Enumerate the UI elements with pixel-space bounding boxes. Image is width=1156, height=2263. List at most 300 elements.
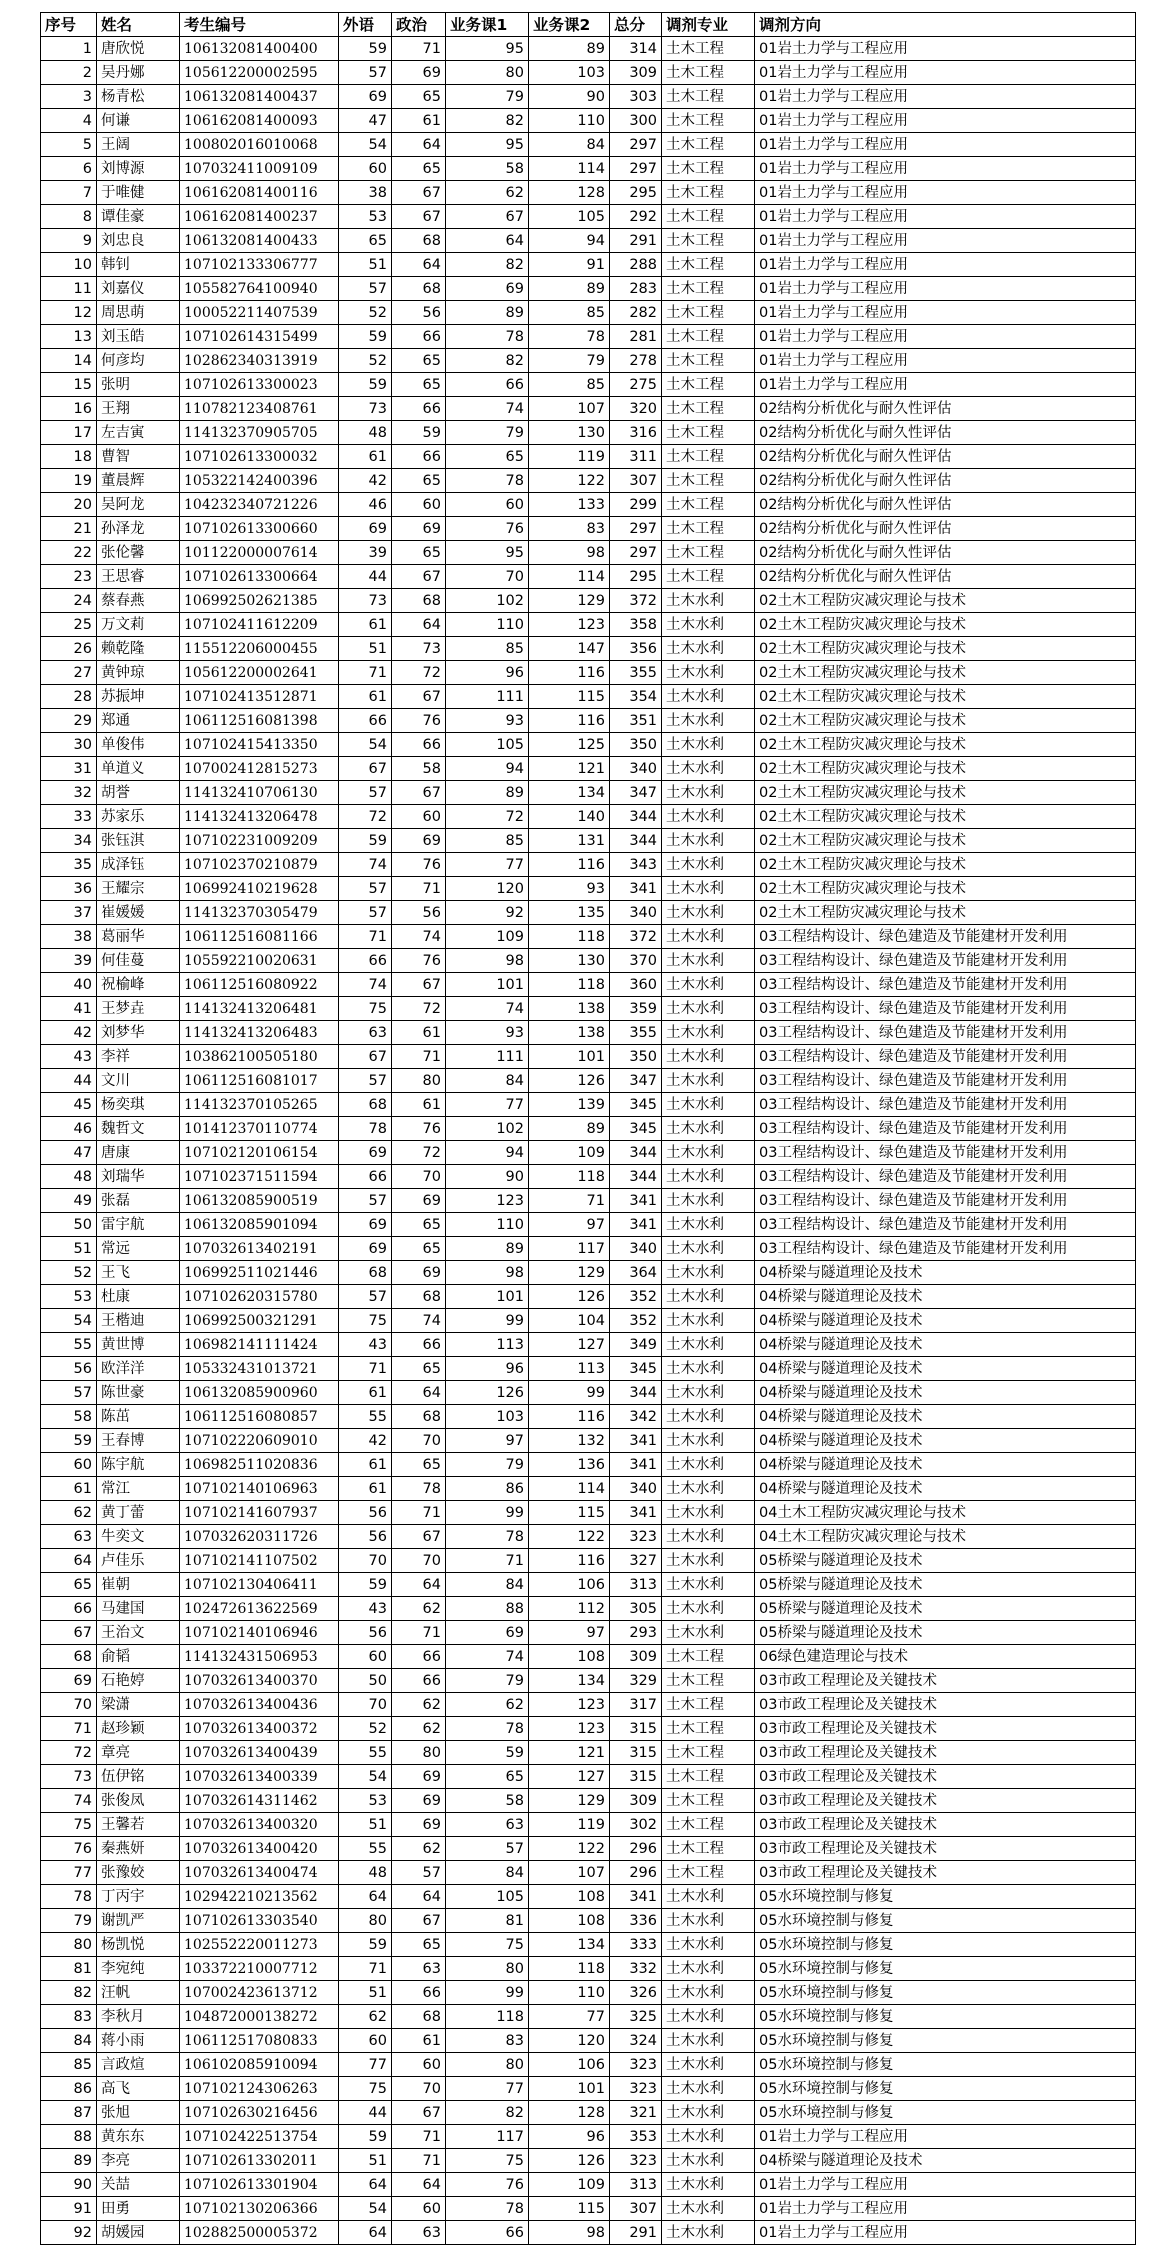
table-row [41, 829, 1136, 853]
row-index: 12 [41, 301, 97, 325]
adjusted-major: 土木水利 [662, 1981, 755, 2005]
course-2-score: 126 [529, 1069, 610, 1093]
table-row [41, 1621, 1136, 1645]
total-score: 313 [610, 1573, 662, 1597]
total-score: 360 [610, 973, 662, 997]
course-2-score: 123 [529, 1693, 610, 1717]
applicant-table [40, 12, 1136, 2245]
course-2-score: 123 [529, 613, 610, 637]
exam-id: 107102613300660 [180, 517, 339, 541]
foreign-language-score: 61 [339, 685, 392, 709]
row-index: 66 [41, 1597, 97, 1621]
total-score: 372 [610, 925, 662, 949]
politics-score: 60 [392, 493, 446, 517]
adjusted-major: 土木水利 [662, 2197, 755, 2221]
politics-score: 66 [392, 1333, 446, 1357]
table-row [41, 421, 1136, 445]
row-index: 71 [41, 1717, 97, 1741]
foreign-language-score: 59 [339, 1933, 392, 1957]
exam-id: 106102085910094 [180, 2053, 339, 2077]
adjusted-major: 土木工程 [662, 325, 755, 349]
exam-id: 106132085900960 [180, 1381, 339, 1405]
course-2-score: 77 [529, 2005, 610, 2029]
header-politics: 政治 [392, 13, 446, 37]
applicant-name: 陈世豪 [97, 1381, 180, 1405]
course-2-score: 112 [529, 1597, 610, 1621]
politics-score: 66 [392, 1645, 446, 1669]
course-2-score: 134 [529, 1933, 610, 1957]
row-index: 60 [41, 1453, 97, 1477]
course-1-score: 95 [446, 541, 529, 565]
foreign-language-score: 51 [339, 253, 392, 277]
adjusted-major: 土木工程 [662, 1693, 755, 1717]
exam-id: 107102133306777 [180, 253, 339, 277]
adjusted-major: 土木水利 [662, 1453, 755, 1477]
course-1-score: 77 [446, 1093, 529, 1117]
table-row [41, 2149, 1136, 2173]
adjusted-major: 土木水利 [662, 2101, 755, 2125]
table-row [41, 1237, 1136, 1261]
politics-score: 66 [392, 397, 446, 421]
course-2-score: 107 [529, 397, 610, 421]
exam-id: 107032613400420 [180, 1837, 339, 1861]
applicant-name: 谭佳豪 [97, 205, 180, 229]
exam-id: 107102613301904 [180, 2173, 339, 2197]
course-2-score: 125 [529, 733, 610, 757]
politics-score: 76 [392, 709, 446, 733]
row-index: 88 [41, 2125, 97, 2149]
exam-id: 101412370110774 [180, 1117, 339, 1141]
exam-id: 107102140106946 [180, 1621, 339, 1645]
course-1-score: 94 [446, 757, 529, 781]
course-1-score: 76 [446, 517, 529, 541]
politics-score: 68 [392, 1285, 446, 1309]
row-index: 1 [41, 37, 97, 61]
politics-score: 71 [392, 2125, 446, 2149]
foreign-language-score: 63 [339, 1021, 392, 1045]
row-index: 92 [41, 2221, 97, 2245]
course-1-score: 58 [446, 1789, 529, 1813]
course-2-score: 103 [529, 61, 610, 85]
adjusted-direction: 01岩土力学与工程应用 [755, 37, 1136, 61]
course-2-score: 84 [529, 133, 610, 157]
row-index: 10 [41, 253, 97, 277]
exam-id: 114132370105265 [180, 1093, 339, 1117]
row-index: 78 [41, 1885, 97, 1909]
table-row [41, 1189, 1136, 1213]
adjusted-direction: 03工程结构设计、绿色建造及节能建材开发利用 [755, 1069, 1136, 1093]
course-2-score: 114 [529, 1477, 610, 1501]
total-score: 295 [610, 181, 662, 205]
politics-score: 80 [392, 1741, 446, 1765]
adjusted-major: 土木水利 [662, 1285, 755, 1309]
table-row [41, 1381, 1136, 1405]
course-1-score: 79 [446, 1669, 529, 1693]
adjusted-direction: 02土木工程防灾减灾理论与技术 [755, 709, 1136, 733]
foreign-language-score: 57 [339, 781, 392, 805]
table-row [41, 37, 1136, 61]
course-2-score: 135 [529, 901, 610, 925]
header-index: 序号 [41, 13, 97, 37]
course-1-score: 82 [446, 253, 529, 277]
course-2-score: 126 [529, 2149, 610, 2173]
course-2-score: 89 [529, 1117, 610, 1141]
row-index: 41 [41, 997, 97, 1021]
course-2-score: 106 [529, 1573, 610, 1597]
adjusted-direction: 02结构分析优化与耐久性评估 [755, 517, 1136, 541]
politics-score: 65 [392, 1357, 446, 1381]
politics-score: 64 [392, 133, 446, 157]
row-index: 40 [41, 973, 97, 997]
course-1-score: 67 [446, 205, 529, 229]
total-score: 291 [610, 229, 662, 253]
adjusted-major: 土木水利 [662, 613, 755, 637]
total-score: 320 [610, 397, 662, 421]
foreign-language-score: 59 [339, 2125, 392, 2149]
adjusted-direction: 02结构分析优化与耐久性评估 [755, 397, 1136, 421]
row-index: 7 [41, 181, 97, 205]
course-2-score: 110 [529, 1981, 610, 2005]
adjusted-major: 土木水利 [662, 1165, 755, 1189]
row-index: 32 [41, 781, 97, 805]
table-row [41, 109, 1136, 133]
total-score: 341 [610, 1885, 662, 1909]
foreign-language-score: 60 [339, 2029, 392, 2053]
politics-score: 67 [392, 565, 446, 589]
adjusted-direction: 03工程结构设计、绿色建造及节能建材开发利用 [755, 1021, 1136, 1045]
row-index: 83 [41, 2005, 97, 2029]
total-score: 359 [610, 997, 662, 1021]
applicant-name: 王思睿 [97, 565, 180, 589]
course-1-score: 75 [446, 2149, 529, 2173]
total-score: 288 [610, 253, 662, 277]
course-1-score: 89 [446, 781, 529, 805]
exam-id: 107032613400372 [180, 1717, 339, 1741]
course-1-score: 79 [446, 421, 529, 445]
applicant-name: 刘玉皓 [97, 325, 180, 349]
politics-score: 63 [392, 1957, 446, 1981]
total-score: 354 [610, 685, 662, 709]
course-2-score: 106 [529, 2053, 610, 2077]
exam-id: 107102124306263 [180, 2077, 339, 2101]
adjusted-major: 土木水利 [662, 2053, 755, 2077]
row-index: 15 [41, 373, 97, 397]
row-index: 68 [41, 1645, 97, 1669]
applicant-name: 王翔 [97, 397, 180, 421]
row-index: 73 [41, 1765, 97, 1789]
course-1-score: 80 [446, 2053, 529, 2077]
table-row [41, 1669, 1136, 1693]
adjusted-major: 土木水利 [662, 877, 755, 901]
course-2-score: 85 [529, 301, 610, 325]
adjusted-major: 土木水利 [662, 709, 755, 733]
table-row [41, 1765, 1136, 1789]
course-2-score: 113 [529, 1357, 610, 1381]
adjusted-major: 土木水利 [662, 1933, 755, 1957]
exam-id: 106982141111424 [180, 1333, 339, 1357]
politics-score: 67 [392, 781, 446, 805]
total-score: 315 [610, 1741, 662, 1765]
course-2-score: 118 [529, 925, 610, 949]
exam-id: 107002412815273 [180, 757, 339, 781]
course-2-score: 114 [529, 565, 610, 589]
course-2-score: 108 [529, 1909, 610, 1933]
table-row [41, 1885, 1136, 1909]
adjusted-direction: 02结构分析优化与耐久性评估 [755, 445, 1136, 469]
table-row [41, 1093, 1136, 1117]
course-1-score: 113 [446, 1333, 529, 1357]
total-score: 345 [610, 1117, 662, 1141]
course-1-score: 90 [446, 1165, 529, 1189]
politics-score: 65 [392, 85, 446, 109]
exam-id: 102472613622569 [180, 1597, 339, 1621]
politics-score: 69 [392, 61, 446, 85]
total-score: 323 [610, 1525, 662, 1549]
adjusted-direction: 02土木工程防灾减灾理论与技术 [755, 829, 1136, 853]
adjusted-major: 土木工程 [662, 301, 755, 325]
applicant-name: 黄钟琼 [97, 661, 180, 685]
row-index: 22 [41, 541, 97, 565]
foreign-language-score: 80 [339, 1909, 392, 1933]
total-score: 333 [610, 1933, 662, 1957]
foreign-language-score: 61 [339, 445, 392, 469]
foreign-language-score: 69 [339, 85, 392, 109]
row-index: 31 [41, 757, 97, 781]
exam-id: 106992500321291 [180, 1309, 339, 1333]
table-row [41, 805, 1136, 829]
applicant-name: 王梦垚 [97, 997, 180, 1021]
row-index: 3 [41, 85, 97, 109]
course-2-score: 108 [529, 1885, 610, 1909]
course-1-score: 102 [446, 1117, 529, 1141]
exam-id: 106132081400433 [180, 229, 339, 253]
foreign-language-score: 61 [339, 1477, 392, 1501]
table-row [41, 1693, 1136, 1717]
course-2-score: 121 [529, 1741, 610, 1765]
row-index: 5 [41, 133, 97, 157]
table-row [41, 517, 1136, 541]
applicant-name: 关喆 [97, 2173, 180, 2197]
politics-score: 62 [392, 1693, 446, 1717]
adjusted-major: 土木工程 [662, 1861, 755, 1885]
adjusted-major: 土木水利 [662, 1885, 755, 1909]
row-index: 70 [41, 1693, 97, 1717]
total-score: 291 [610, 2221, 662, 2245]
table-row [41, 541, 1136, 565]
exam-id: 107102613303540 [180, 1909, 339, 1933]
total-score: 341 [610, 1501, 662, 1525]
total-score: 307 [610, 469, 662, 493]
row-index: 26 [41, 637, 97, 661]
applicant-name: 张明 [97, 373, 180, 397]
adjusted-direction: 02结构分析优化与耐久性评估 [755, 565, 1136, 589]
foreign-language-score: 67 [339, 757, 392, 781]
politics-score: 61 [392, 109, 446, 133]
exam-id: 106132081400400 [180, 37, 339, 61]
politics-score: 65 [392, 1933, 446, 1957]
applicant-name: 魏哲文 [97, 1117, 180, 1141]
applicant-name: 王春博 [97, 1429, 180, 1453]
total-score: 353 [610, 2125, 662, 2149]
politics-score: 69 [392, 1189, 446, 1213]
course-2-score: 78 [529, 325, 610, 349]
table-row [41, 1357, 1136, 1381]
table-row [41, 325, 1136, 349]
politics-score: 60 [392, 805, 446, 829]
adjusted-direction: 01岩土力学与工程应用 [755, 181, 1136, 205]
exam-id: 107102630216456 [180, 2101, 339, 2125]
course-1-score: 62 [446, 1693, 529, 1717]
table-header-row [41, 13, 1136, 37]
table-row [41, 1717, 1136, 1741]
adjusted-direction: 02土木工程防灾减灾理论与技术 [755, 589, 1136, 613]
politics-score: 69 [392, 1813, 446, 1837]
exam-id: 107102413512871 [180, 685, 339, 709]
adjusted-major: 土木工程 [662, 85, 755, 109]
applicant-name: 崔媛媛 [97, 901, 180, 925]
row-index: 6 [41, 157, 97, 181]
row-index: 20 [41, 493, 97, 517]
row-index: 2 [41, 61, 97, 85]
adjusted-direction: 04桥梁与隧道理论及技术 [755, 1261, 1136, 1285]
foreign-language-score: 57 [339, 1285, 392, 1309]
adjusted-major: 土木水利 [662, 1357, 755, 1381]
foreign-language-score: 51 [339, 2149, 392, 2173]
total-score: 347 [610, 1069, 662, 1093]
course-1-score: 79 [446, 85, 529, 109]
table-row [41, 637, 1136, 661]
course-1-score: 77 [446, 2077, 529, 2101]
adjusted-major: 土木水利 [662, 1021, 755, 1045]
total-score: 340 [610, 1477, 662, 1501]
row-index: 13 [41, 325, 97, 349]
adjusted-direction: 05桥梁与隧道理论及技术 [755, 1549, 1136, 1573]
table-row [41, 61, 1136, 85]
politics-score: 66 [392, 733, 446, 757]
adjusted-direction: 01岩土力学与工程应用 [755, 373, 1136, 397]
adjusted-direction: 02结构分析优化与耐久性评估 [755, 493, 1136, 517]
total-score: 340 [610, 901, 662, 925]
politics-score: 58 [392, 757, 446, 781]
applicant-name: 张磊 [97, 1189, 180, 1213]
table-row [41, 853, 1136, 877]
exam-id: 107102141607937 [180, 1501, 339, 1525]
applicant-name: 刘梦华 [97, 1021, 180, 1045]
applicant-name: 陈茁 [97, 1405, 180, 1429]
adjusted-major: 土木水利 [662, 685, 755, 709]
table-row [41, 901, 1136, 925]
applicant-name: 刘博源 [97, 157, 180, 181]
row-index: 52 [41, 1261, 97, 1285]
total-score: 302 [610, 1813, 662, 1837]
row-index: 50 [41, 1213, 97, 1237]
table-row [41, 493, 1136, 517]
exam-id: 107102371511594 [180, 1165, 339, 1189]
applicant-name: 马建国 [97, 1597, 180, 1621]
exam-id: 105322142400396 [180, 469, 339, 493]
course-2-score: 123 [529, 1717, 610, 1741]
politics-score: 65 [392, 349, 446, 373]
applicant-name: 梁潇 [97, 1693, 180, 1717]
table-row [41, 565, 1136, 589]
adjusted-direction: 04桥梁与隧道理论及技术 [755, 1477, 1136, 1501]
politics-score: 68 [392, 2005, 446, 2029]
politics-score: 67 [392, 2101, 446, 2125]
row-index: 69 [41, 1669, 97, 1693]
table-row [41, 1213, 1136, 1237]
adjusted-major: 土木工程 [662, 541, 755, 565]
adjustment-list-sheet [40, 12, 1136, 2245]
course-1-score: 123 [446, 1189, 529, 1213]
course-1-score: 74 [446, 997, 529, 1021]
course-1-score: 99 [446, 1981, 529, 2005]
row-index: 63 [41, 1525, 97, 1549]
adjusted-major: 土木水利 [662, 661, 755, 685]
course-1-score: 82 [446, 349, 529, 373]
course-1-score: 69 [446, 1621, 529, 1645]
politics-score: 64 [392, 613, 446, 637]
applicant-name: 张旭 [97, 2101, 180, 2125]
adjusted-direction: 04土木工程防灾减灾理论与技术 [755, 1501, 1136, 1525]
applicant-name: 章亮 [97, 1741, 180, 1765]
table-row [41, 685, 1136, 709]
adjusted-major: 土木水利 [662, 1429, 755, 1453]
course-2-score: 128 [529, 181, 610, 205]
applicant-name: 何谦 [97, 109, 180, 133]
course-2-score: 121 [529, 757, 610, 781]
politics-score: 68 [392, 1405, 446, 1429]
adjusted-major: 土木水利 [662, 1501, 755, 1525]
course-2-score: 116 [529, 709, 610, 733]
course-1-score: 89 [446, 301, 529, 325]
politics-score: 64 [392, 1573, 446, 1597]
adjusted-major: 土木水利 [662, 1573, 755, 1597]
adjusted-direction: 01岩土力学与工程应用 [755, 109, 1136, 133]
foreign-language-score: 59 [339, 829, 392, 853]
foreign-language-score: 43 [339, 1597, 392, 1621]
course-1-score: 88 [446, 1597, 529, 1621]
total-score: 351 [610, 709, 662, 733]
exam-id: 114132413206478 [180, 805, 339, 829]
table-row [41, 757, 1136, 781]
politics-score: 57 [392, 1861, 446, 1885]
applicant-name: 王飞 [97, 1261, 180, 1285]
course-1-score: 103 [446, 1405, 529, 1429]
foreign-language-score: 66 [339, 949, 392, 973]
exam-id: 107032613400370 [180, 1669, 339, 1693]
foreign-language-score: 48 [339, 421, 392, 445]
foreign-language-score: 55 [339, 1741, 392, 1765]
adjusted-direction: 02土木工程防灾减灾理论与技术 [755, 877, 1136, 901]
applicant-name: 蔡春燕 [97, 589, 180, 613]
adjusted-major: 土木水利 [662, 1405, 755, 1429]
course-2-score: 79 [529, 349, 610, 373]
politics-score: 71 [392, 877, 446, 901]
adjusted-direction: 03工程结构设计、绿色建造及节能建材开发利用 [755, 973, 1136, 997]
applicant-name: 黄世博 [97, 1333, 180, 1357]
total-score: 336 [610, 1909, 662, 1933]
course-1-score: 71 [446, 1549, 529, 1573]
exam-id: 106992511021446 [180, 1261, 339, 1285]
foreign-language-score: 65 [339, 229, 392, 253]
applicant-name: 周思萌 [97, 301, 180, 325]
course-2-score: 129 [529, 1789, 610, 1813]
applicant-name: 卢佳乐 [97, 1549, 180, 1573]
adjusted-major: 土木水利 [662, 2029, 755, 2053]
adjusted-direction: 04桥梁与隧道理论及技术 [755, 2149, 1136, 2173]
course-2-score: 119 [529, 1813, 610, 1837]
course-2-score: 104 [529, 1309, 610, 1333]
